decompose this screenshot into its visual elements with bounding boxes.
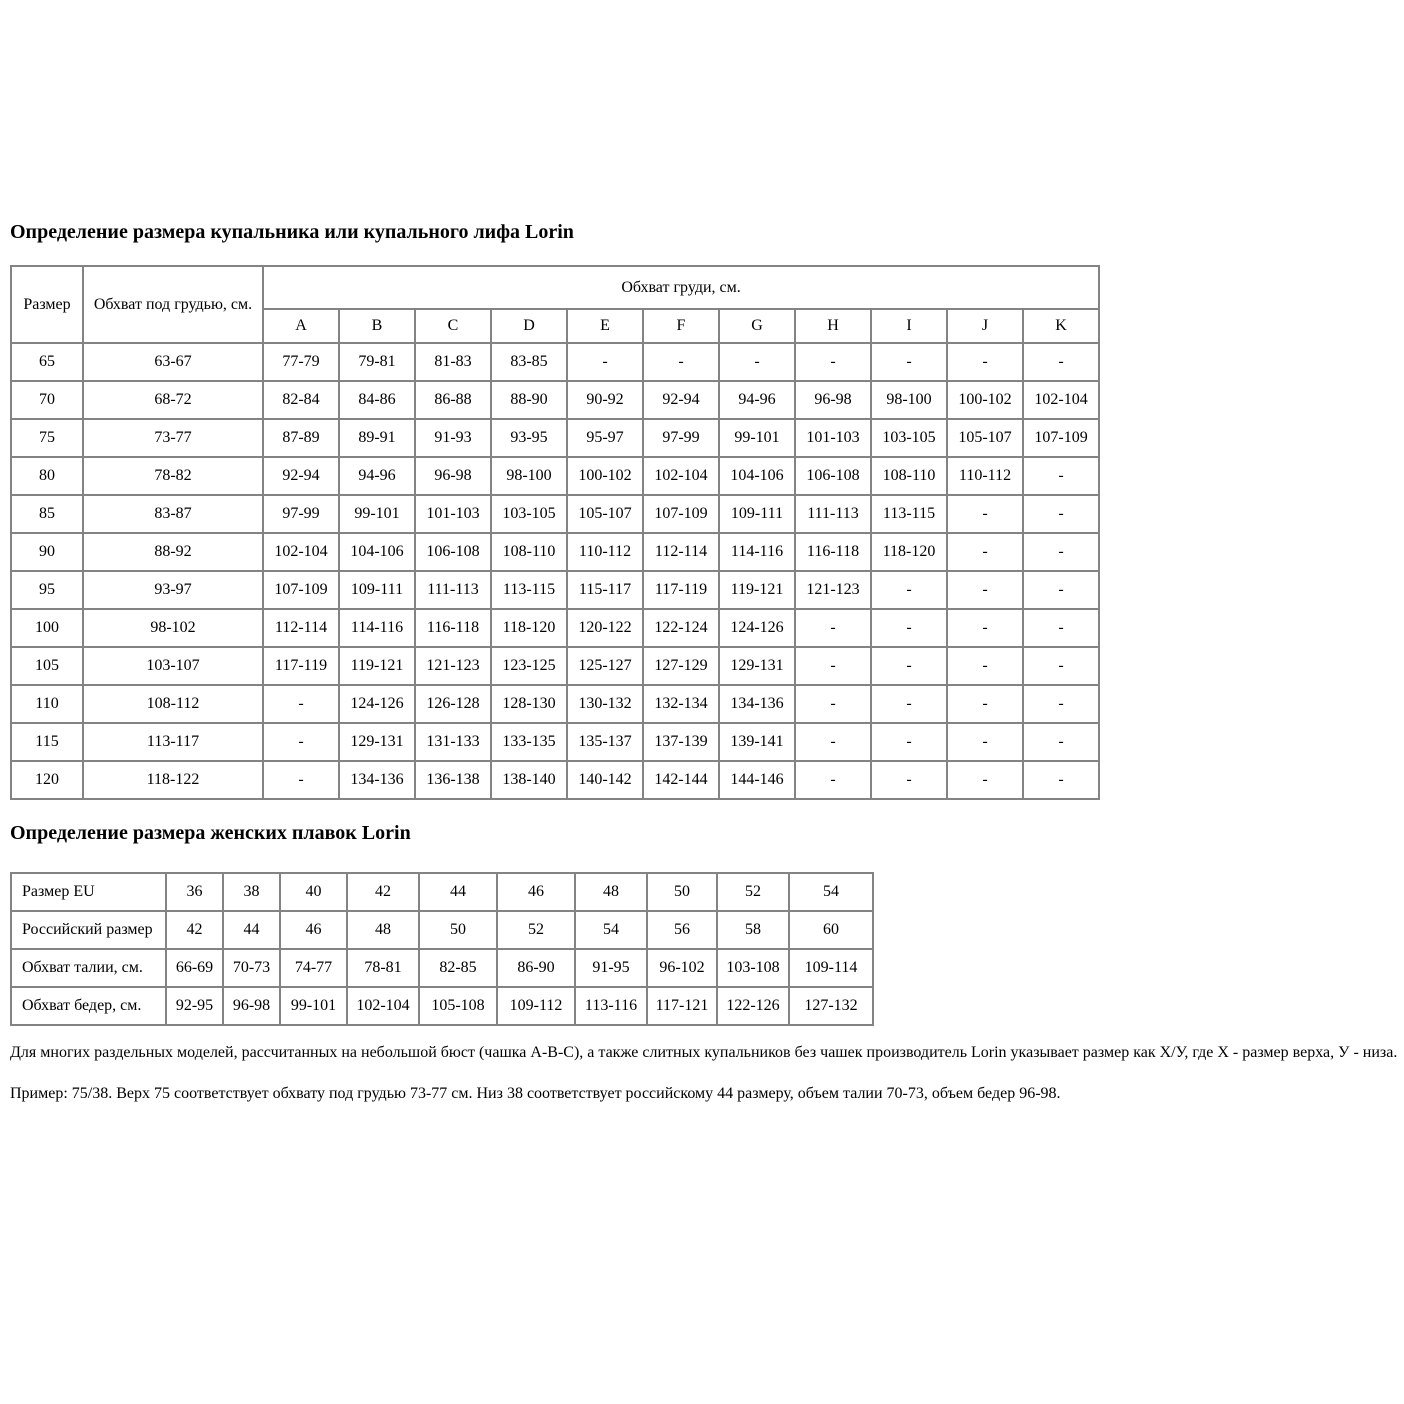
bust-range-cell: - <box>871 343 947 381</box>
value-cell: 50 <box>419 911 497 949</box>
bust-range-cell: - <box>871 647 947 685</box>
bust-range-cell: 103-105 <box>491 495 567 533</box>
value-cell: 78-81 <box>347 949 419 987</box>
value-cell: 50 <box>647 873 717 911</box>
cup-column-header: B <box>339 309 415 343</box>
bust-range-cell: 91-93 <box>415 419 491 457</box>
bust-range-cell: 98-100 <box>491 457 567 495</box>
row-label: Обхват талии, см. <box>11 949 166 987</box>
bust-range-cell: 102-104 <box>643 457 719 495</box>
bust-range-cell: 129-131 <box>339 723 415 761</box>
bust-range-cell: 129-131 <box>719 647 795 685</box>
underbust-cell: 83-87 <box>83 495 263 533</box>
cup-column-header: C <box>415 309 491 343</box>
bust-range-cell: 105-107 <box>567 495 643 533</box>
bra-size-row <box>11 723 1099 761</box>
underbust-cell: 63-67 <box>83 343 263 381</box>
value-cell: 36 <box>166 873 223 911</box>
bust-range-cell: 102-104 <box>263 533 339 571</box>
bust-range-cell: 112-114 <box>643 533 719 571</box>
bust-range-cell: 127-129 <box>643 647 719 685</box>
bust-range-cell: 124-126 <box>339 685 415 723</box>
bust-range-cell: 121-123 <box>415 647 491 685</box>
cup-column-header: K <box>1023 309 1099 343</box>
bust-range-cell: 93-95 <box>491 419 567 457</box>
bust-range-cell: 94-96 <box>719 381 795 419</box>
value-cell: 109-114 <box>789 949 873 987</box>
bust-range-cell: - <box>871 685 947 723</box>
value-cell: 92-95 <box>166 987 223 1025</box>
bust-range-cell: 118-120 <box>871 533 947 571</box>
bust-range-cell: - <box>263 761 339 799</box>
bust-range-cell: - <box>871 571 947 609</box>
briefs-size-row <box>11 987 873 1025</box>
bust-range-cell: 140-142 <box>567 761 643 799</box>
bust-range-cell: 104-106 <box>339 533 415 571</box>
value-cell: 52 <box>717 873 789 911</box>
bust-range-cell: 90-92 <box>567 381 643 419</box>
bra-size-table <box>10 265 1100 800</box>
bust-range-cell: 134-136 <box>339 761 415 799</box>
bust-range-cell: 144-146 <box>719 761 795 799</box>
bust-range-cell: 138-140 <box>491 761 567 799</box>
bust-range-cell: 132-134 <box>643 685 719 723</box>
bust-range-cell: 131-133 <box>415 723 491 761</box>
bust-range-cell: - <box>947 571 1023 609</box>
bust-range-cell: 104-106 <box>719 457 795 495</box>
value-cell: 46 <box>280 911 347 949</box>
bust-range-cell: 114-116 <box>719 533 795 571</box>
value-cell: 44 <box>223 911 280 949</box>
bust-range-cell: - <box>795 761 871 799</box>
underbust-cell: 73-77 <box>83 419 263 457</box>
value-cell: 38 <box>223 873 280 911</box>
bust-range-cell: 121-123 <box>795 571 871 609</box>
underbust-cell: 78-82 <box>83 457 263 495</box>
cup-column-header: G <box>719 309 795 343</box>
value-cell: 117-121 <box>647 987 717 1025</box>
bust-range-cell: - <box>871 609 947 647</box>
underbust-cell: 93-97 <box>83 571 263 609</box>
bra-size-row <box>11 419 1099 457</box>
underbust-cell: 88-92 <box>83 533 263 571</box>
bust-range-cell: 107-109 <box>1023 419 1099 457</box>
value-cell: 42 <box>166 911 223 949</box>
bust-range-cell: 134-136 <box>719 685 795 723</box>
value-cell: 74-77 <box>280 949 347 987</box>
bust-range-cell: 122-124 <box>643 609 719 647</box>
bust-range-cell: 96-98 <box>415 457 491 495</box>
bust-range-cell: 119-121 <box>719 571 795 609</box>
bust-range-cell: - <box>1023 609 1099 647</box>
bust-range-cell: 98-100 <box>871 381 947 419</box>
bust-range-cell: - <box>947 761 1023 799</box>
bust-range-cell: 87-89 <box>263 419 339 457</box>
bust-range-cell: 100-102 <box>567 457 643 495</box>
bust-range-cell: - <box>947 495 1023 533</box>
bust-range-cell: 100-102 <box>947 381 1023 419</box>
value-cell: 102-104 <box>347 987 419 1025</box>
bust-range-cell: - <box>871 761 947 799</box>
bust-range-cell: 89-91 <box>339 419 415 457</box>
bust-range-cell: 107-109 <box>263 571 339 609</box>
bust-range-cell: 92-94 <box>263 457 339 495</box>
value-cell: 127-132 <box>789 987 873 1025</box>
value-cell: 96-98 <box>223 987 280 1025</box>
value-cell: 58 <box>717 911 789 949</box>
bra-size-row <box>11 381 1099 419</box>
bra-size-row <box>11 457 1099 495</box>
value-cell: 86-90 <box>497 949 575 987</box>
bra-size-row <box>11 571 1099 609</box>
bust-range-cell: 97-99 <box>263 495 339 533</box>
bra-size-row <box>11 495 1099 533</box>
bust-range-cell: - <box>795 685 871 723</box>
row-label: Обхват бедер, см. <box>11 987 166 1025</box>
value-cell: 70-73 <box>223 949 280 987</box>
column-header-size: Размер <box>11 266 83 343</box>
bust-range-cell: 117-119 <box>263 647 339 685</box>
bust-range-cell: 137-139 <box>643 723 719 761</box>
bust-range-cell: - <box>1023 761 1099 799</box>
underbust-cell: 103-107 <box>83 647 263 685</box>
cup-column-header: A <box>263 309 339 343</box>
bust-range-cell: 114-116 <box>339 609 415 647</box>
bust-range-cell: 107-109 <box>643 495 719 533</box>
size-cell: 95 <box>11 571 83 609</box>
bust-range-cell: - <box>795 609 871 647</box>
value-cell: 52 <box>497 911 575 949</box>
bust-range-cell: 96-98 <box>795 381 871 419</box>
bust-range-cell: 120-122 <box>567 609 643 647</box>
bust-range-cell: 105-107 <box>947 419 1023 457</box>
bust-range-cell: 139-141 <box>719 723 795 761</box>
underbust-cell: 113-117 <box>83 723 263 761</box>
bust-range-cell: 103-105 <box>871 419 947 457</box>
size-cell: 75 <box>11 419 83 457</box>
bust-range-cell: - <box>795 723 871 761</box>
bust-range-cell: 118-120 <box>491 609 567 647</box>
value-cell: 66-69 <box>166 949 223 987</box>
bust-range-cell: 111-113 <box>415 571 491 609</box>
bust-range-cell: - <box>795 647 871 685</box>
value-cell: 48 <box>575 873 647 911</box>
size-cell: 65 <box>11 343 83 381</box>
bust-range-cell: - <box>1023 723 1099 761</box>
bust-range-cell: - <box>947 647 1023 685</box>
bust-range-cell: 86-88 <box>415 381 491 419</box>
value-cell: 82-85 <box>419 949 497 987</box>
bust-range-cell: - <box>947 343 1023 381</box>
bust-range-cell: 119-121 <box>339 647 415 685</box>
bust-range-cell: - <box>1023 343 1099 381</box>
bust-range-cell: 106-108 <box>795 457 871 495</box>
bust-range-cell: - <box>947 723 1023 761</box>
size-cell: 85 <box>11 495 83 533</box>
bra-size-row <box>11 609 1099 647</box>
value-cell: 42 <box>347 873 419 911</box>
bust-range-cell: - <box>1023 685 1099 723</box>
bust-range-cell: 82-84 <box>263 381 339 419</box>
bust-range-cell: 92-94 <box>643 381 719 419</box>
underbust-cell: 108-112 <box>83 685 263 723</box>
bust-range-cell: 111-113 <box>795 495 871 533</box>
bra-size-row <box>11 761 1099 799</box>
size-cell: 90 <box>11 533 83 571</box>
value-cell: 109-112 <box>497 987 575 1025</box>
bust-range-cell: 142-144 <box>643 761 719 799</box>
size-cell: 115 <box>11 723 83 761</box>
bust-range-cell: 110-112 <box>567 533 643 571</box>
bust-range-cell: - <box>947 533 1023 571</box>
bra-table-header-row <box>11 266 1099 309</box>
bust-range-cell: 101-103 <box>415 495 491 533</box>
bust-range-cell: 123-125 <box>491 647 567 685</box>
value-cell: 105-108 <box>419 987 497 1025</box>
bust-range-cell: 108-110 <box>491 533 567 571</box>
bra-size-row <box>11 685 1099 723</box>
bust-range-cell: - <box>1023 571 1099 609</box>
value-cell: 46 <box>497 873 575 911</box>
cup-column-header: H <box>795 309 871 343</box>
bra-size-row <box>11 343 1099 381</box>
bust-range-cell: 109-111 <box>719 495 795 533</box>
bust-range-cell: - <box>1023 647 1099 685</box>
bust-range-cell: 112-114 <box>263 609 339 647</box>
column-header-underbust: Обхват под грудью, см. <box>83 266 263 343</box>
bust-range-cell: 125-127 <box>567 647 643 685</box>
bust-range-cell: 97-99 <box>643 419 719 457</box>
bra-size-row <box>11 533 1099 571</box>
bra-size-row <box>11 647 1099 685</box>
value-cell: 122-126 <box>717 987 789 1025</box>
bust-range-cell: 95-97 <box>567 419 643 457</box>
bra-size-table-body <box>11 343 1099 799</box>
cup-column-header: I <box>871 309 947 343</box>
bust-range-cell: - <box>263 685 339 723</box>
bust-range-cell: - <box>795 343 871 381</box>
bust-range-cell: 130-132 <box>567 685 643 723</box>
size-cell: 70 <box>11 381 83 419</box>
value-cell: 60 <box>789 911 873 949</box>
underbust-cell: 68-72 <box>83 381 263 419</box>
bust-range-cell: 106-108 <box>415 533 491 571</box>
value-cell: 56 <box>647 911 717 949</box>
briefs-size-table <box>10 872 874 1026</box>
cup-column-header: J <box>947 309 1023 343</box>
size-cell: 110 <box>11 685 83 723</box>
bust-range-cell: 79-81 <box>339 343 415 381</box>
size-cell: 105 <box>11 647 83 685</box>
bust-range-cell: 124-126 <box>719 609 795 647</box>
briefs-size-table-body <box>11 873 873 1025</box>
bust-range-cell: 115-117 <box>567 571 643 609</box>
bust-range-cell: 81-83 <box>415 343 491 381</box>
cup-column-header: E <box>567 309 643 343</box>
note-example: Пример: 75/38. Верх 75 соответствует обхвату под грудью 73-77 см. Низ 38 соответствует российскому 44 размеру, объем талии 70-73, объем бедер 96-98. <box>10 1085 1061 1103</box>
bust-range-cell: 133-135 <box>491 723 567 761</box>
bust-range-cell: - <box>1023 533 1099 571</box>
note-sizing-scheme: Для многих раздельных моделей, рассчитанных на небольшой бюст (чашка A-B-C), а также слитных купальников без чашек производитель Lorin указывает размер как Х/У, где Х - размер верха, У - низа. <box>10 1044 1398 1061</box>
value-cell: 103-108 <box>717 949 789 987</box>
bust-range-cell: - <box>719 343 795 381</box>
bust-range-cell: 83-85 <box>491 343 567 381</box>
size-cell: 120 <box>11 761 83 799</box>
bust-range-cell: 136-138 <box>415 761 491 799</box>
bust-range-cell: - <box>1023 457 1099 495</box>
underbust-cell: 98-102 <box>83 609 263 647</box>
value-cell: 113-116 <box>575 987 647 1025</box>
bust-range-cell: 94-96 <box>339 457 415 495</box>
bust-range-cell: 99-101 <box>719 419 795 457</box>
value-cell: 54 <box>789 873 873 911</box>
bra-table-title: Определение размера купальника или купального лифа Lorin <box>10 221 574 243</box>
bust-range-cell: 102-104 <box>1023 381 1099 419</box>
bust-range-cell: - <box>947 609 1023 647</box>
bust-range-cell: 101-103 <box>795 419 871 457</box>
bust-range-cell: 135-137 <box>567 723 643 761</box>
value-cell: 91-95 <box>575 949 647 987</box>
cup-column-header: D <box>491 309 567 343</box>
briefs-size-row <box>11 911 873 949</box>
bust-range-cell: - <box>567 343 643 381</box>
bust-range-cell: 99-101 <box>339 495 415 533</box>
value-cell: 54 <box>575 911 647 949</box>
underbust-cell: 118-122 <box>83 761 263 799</box>
size-cell: 100 <box>11 609 83 647</box>
cup-column-header: F <box>643 309 719 343</box>
value-cell: 99-101 <box>280 987 347 1025</box>
bust-range-cell: - <box>1023 495 1099 533</box>
bust-range-cell: 77-79 <box>263 343 339 381</box>
bust-range-cell: 117-119 <box>643 571 719 609</box>
bust-range-cell: - <box>263 723 339 761</box>
column-header-bust-group: Обхват груди, см. <box>263 266 1099 309</box>
bust-range-cell: - <box>643 343 719 381</box>
bust-range-cell: 128-130 <box>491 685 567 723</box>
bust-range-cell: 113-115 <box>491 571 567 609</box>
bust-range-cell: - <box>871 723 947 761</box>
row-label: Размер EU <box>11 873 166 911</box>
briefs-size-row <box>11 873 873 911</box>
bust-range-cell: - <box>947 685 1023 723</box>
bust-range-cell: 116-118 <box>415 609 491 647</box>
briefs-size-row <box>11 949 873 987</box>
row-label: Российский размер <box>11 911 166 949</box>
bust-range-cell: 126-128 <box>415 685 491 723</box>
briefs-table-title: Определение размера женских плавок Lorin <box>10 822 411 844</box>
value-cell: 48 <box>347 911 419 949</box>
value-cell: 96-102 <box>647 949 717 987</box>
bust-range-cell: 113-115 <box>871 495 947 533</box>
bust-range-cell: 109-111 <box>339 571 415 609</box>
bust-range-cell: 108-110 <box>871 457 947 495</box>
value-cell: 40 <box>280 873 347 911</box>
bust-range-cell: 88-90 <box>491 381 567 419</box>
bust-range-cell: 116-118 <box>795 533 871 571</box>
value-cell: 44 <box>419 873 497 911</box>
bust-range-cell: 84-86 <box>339 381 415 419</box>
size-cell: 80 <box>11 457 83 495</box>
bust-range-cell: 110-112 <box>947 457 1023 495</box>
